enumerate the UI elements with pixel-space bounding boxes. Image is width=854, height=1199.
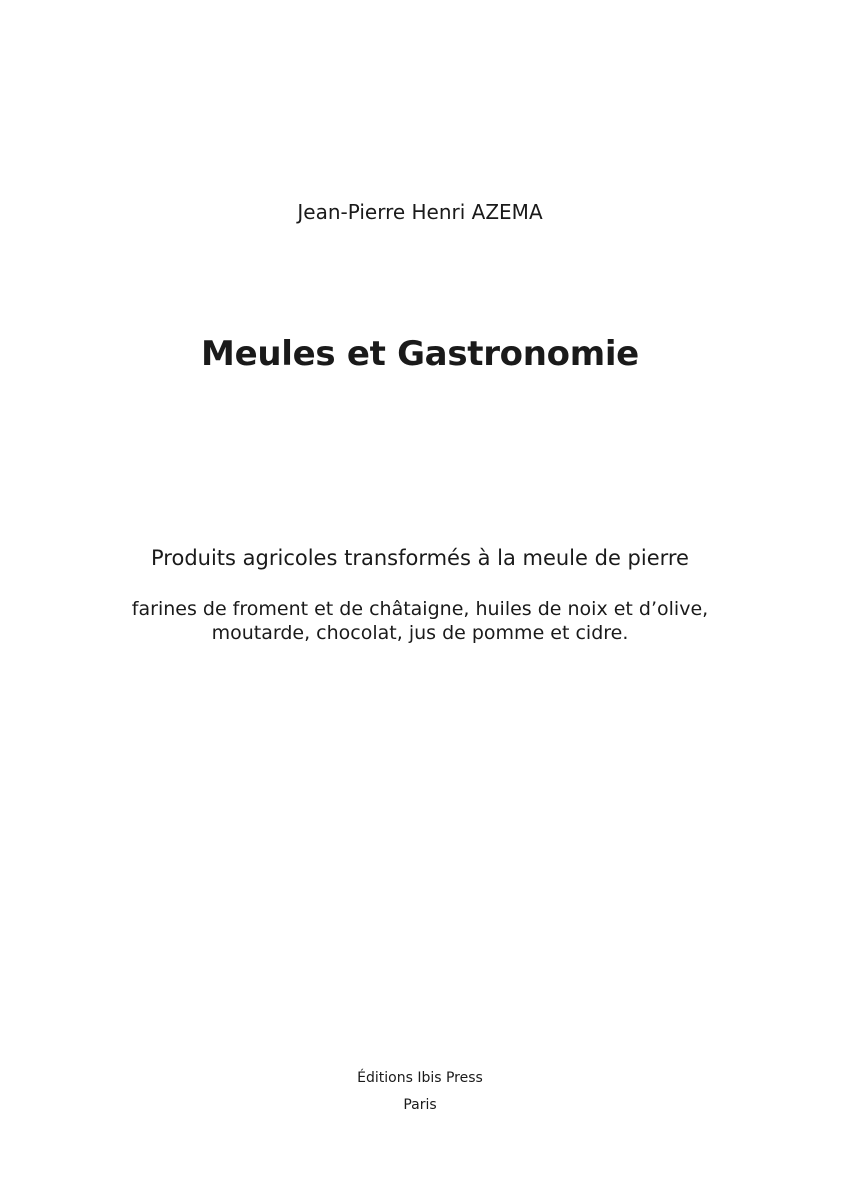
description-line-1: farines de froment et de châtaigne, huiles de noix et d’olive, [131,598,709,620]
publisher-name: Éditions Ibis Press [357,1070,483,1086]
publisher-city: Paris [403,1097,437,1113]
description-line-2: moutarde, chocolat, jus de pomme et cidre. [211,622,629,644]
book-title: Meules et Gastronomie [201,334,639,374]
author-name: Jean-Pierre Henri AZEMA [297,200,543,224]
book-subtitle: Produits agricoles transformés à la meule de pierre [151,546,689,570]
